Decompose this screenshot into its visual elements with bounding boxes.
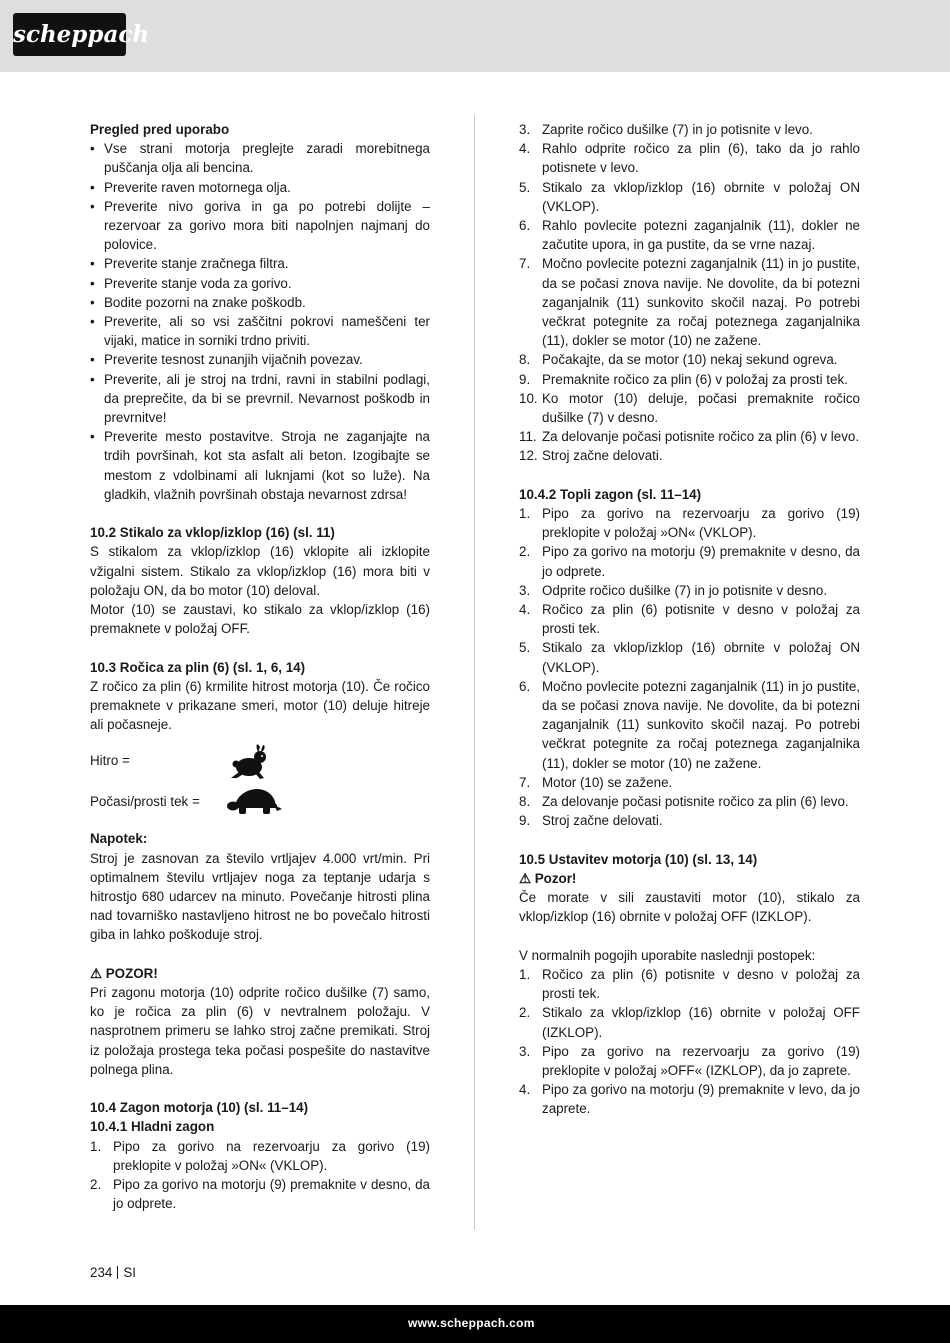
warning-heading: ⚠ POZOR! [90,965,158,981]
list-item: • Preverite stanje zračnega filtra. [90,256,289,272]
slow-speed-row [90,783,430,821]
list-item: • Preverite nivo goriva in ga po potrebi dolijte – rezervoar za gorivo mora biti napolnjen najmanj do polovice. [90,198,430,253]
paragraph: Z ročico za plin (6) krmilite hitrost motorja (10). Če ročico premaknete v prikazane smeri, motor (10) deluje hitreje ali počasneje. [90,678,430,733]
list-item: • Preverite raven motornega olja. [90,179,291,195]
section-heading: 10.3 Ročica za plin (6) (sl. 1, 6, 14) [90,659,306,675]
list-item: 6. Močno povlecite potezni zaganjalnik (11) in jo pustite, da se počasi znova navije. Ne dovolite, da bi potezni zaganjalnik (11) sunkovito skočil nazaj. Po potrebi večkrat potegnite za ročaj poteznega zaganjalnika (11), dokler se motor (10) ne zažene. [519,678,860,771]
right-column [519,120,860,1119]
paragraph: S stikalom za vklop/izklop (16) vklopite ali izklopite vžigalni sistem. Stikalo za vklop/izklop (16) mora biti v položaju ON, da bo motor (10) deloval. [90,544,430,598]
list-item: 4. Rahlo odprite ročico za plin (6), tako da jo rahlo potisnete v levo. [519,141,860,176]
list-item: 10. Ko motor (10) deluje, počasi premaknite ročico dušilke (7) v desno. [519,390,860,426]
turtle-icon [227,787,283,817]
page-number-separator [117,1266,118,1279]
section-heading: Pregled pred uporabo [90,122,230,137]
paragraph: Stroj je zasnovan za število vrtljajev 4.000 vrt/min. Pri optimalnem številu vrtljajev noga za teptanje udarja s hitrostjo 680 udarcev na minuto. Povečanje hitrosti plina nad tovarniško nastavljeno hitrost ne bo povečalo hitrosti giba in lahko poškoduje stroj. [90,850,430,943]
page-number [90,1265,136,1280]
list-item: • Preverite mesto postavitve. Stroja ne zaganjajte na trdih površinah, kot sta asfalt ali beton. Izogibajte se mestom z vdolbinami ali luknjami (kot so luže). Na gladkih, vlažnih površinah obstaja nevarnost zdrsa! [90,429,430,502]
list-item: 9. Stroj začne delovati. [519,813,663,829]
language-code: SI [123,1265,136,1280]
numbered-list [90,1137,430,1214]
numbered-list [519,120,860,466]
numbered-list [519,965,860,1119]
list-item: • Vse strani motorja preglejte zaradi morebitnega puščanja olja ali bencina. [90,141,430,176]
scheppach-logo: scheppach [13,13,126,56]
list-item: 2. Pipo za gorivo na motorju (9) premaknite v desno, da jo odprete. [519,544,860,579]
list-item: 5. Stikalo za vklop/izklop (16) obrnite v položaj ON (VKLOP). [519,640,860,675]
list-item: 8. Počakajte, da se motor (10) nekaj sekund ogreva. [519,352,838,368]
list-item: 9. Premaknite ročico za plin (6) v položaj za prosti tek. [519,371,848,387]
section-heading: 10.2 Stikalo za vklop/izklop (16) (sl. 11) [90,525,335,541]
fast-label: Hitro = [90,753,130,769]
list-item: 8. Za delovanje počasi potisnite ročico za plin (6) levo. [519,794,849,810]
list-item: 1. Pipo za gorivo na rezervoarju za gorivo (19) preklopite v položaj »ON« (VKLOP). [90,1138,430,1173]
list-item: • Bodite pozorni na znake poškodb. [90,294,306,310]
list-item: 1. Pipo za gorivo na rezervoarju za gorivo (19) preklopite v položaj »ON« (VKLOP). [519,506,860,541]
list-item: 3. Odprite ročico dušilke (7) in jo potisnite v desno. [519,582,828,598]
paragraph: Pri zagonu motorja (10) odprite ročico dušilke (7) samo, ko je ročica za plin (6) v nevtralnem položaju. V nasprotnem primeru se lahko stroj začne premikati. Stroj iz položaja prostega teka počasi pospešite do nastavitve polnega plina. [90,985,430,1077]
section-heading: 10.4 Zagon motorja (10) (sl. 11–14) [90,1100,309,1116]
paragraph: V normalnih pogojih uporabite naslednji postopek: [519,947,816,963]
page-header [0,0,950,72]
list-item: 3. Pipo za gorivo na rezervoarju za gorivo (19) preklopite v položaj »OFF« (IZKLOP), da jo zaprete. [519,1043,860,1078]
numbered-list [519,504,860,830]
list-item: 6. Rahlo povlecite potezni zaganjalnik (11), dokler ne začutite upora, in ga pustite, da se vrne nazaj. [519,218,860,253]
note-heading: Napotek: [90,831,148,847]
page-number-value: 234 [90,1265,113,1280]
slow-label: Počasi/prosti tek = [90,794,200,810]
section-heading: 10.5 Ustavitev motorja (10) (sl. 13, 14) [519,851,758,867]
list-item: 11. Za delovanje počasi potisnite ročico za plin (6) v levo. [519,429,860,445]
warning-heading: ⚠ Pozor! [519,870,577,886]
column-divider [474,115,475,1230]
list-item: 7. Motor (10) se zažene. [519,774,673,790]
rabbit-icon [227,742,271,780]
list-item: 4. Ročico za plin (6) potisnite v desno v položaj za prosti tek. [519,602,860,637]
paragraph: Motor (10) se zaustavi, ko stikalo za vklop/izklop (16) premaknete v položaj OFF. [90,602,430,637]
list-item: • Preverite tesnost zunanjih vijačnih povezav. [90,352,363,368]
list-item: 4. Pipo za gorivo na motorju (9) premaknite v levo, da jo zaprete. [519,1082,860,1117]
list-item: 2. Pipo za gorivo na motorju (9) premaknite v desno, da jo odprete. [90,1177,430,1212]
list-item: 1. Ročico za plin (6) potisnite v desno v položaj za prosti tek. [519,966,860,1002]
fast-speed-row [90,742,430,780]
list-item: • Preverite, ali so vsi zaščitni pokrovi nameščeni ter vijaki, matice in sorniki trdno priviti. [90,314,430,349]
list-item: 2. Stikalo za vklop/izklop (16) obrnite v položaj OFF (IZKLOP). [519,1005,860,1040]
list-item: • Preverite, ali je stroj na trdni, ravni in stabilni podlagi, da preprečite, da bi se prevrnil. Nevarnost poškodb in prevrnitve! [90,371,430,426]
subsection-heading: 10.4.2 Topli zagon (sl. 11–14) [519,486,702,502]
list-item: 5. Stikalo za vklop/izklop (16) obrnite v položaj ON (VKLOP). [519,179,860,214]
list-item: 3. Zaprite ročico dušilke (7) in jo potisnite v levo. [519,122,813,137]
list-item: • Preverite stanje voda za gorivo. [90,275,292,291]
list-item: 7. Močno povlecite potezni zaganjalnik (11) in jo pustite, da se počasi znova navije. Ne dovolite, da bi potezni zaganjalnik (11) sunkovito skočil nazaj. Po potrebi večkrat potegnite za ročaj poteznega zaganjalnika (11), dokler se motor (10) ne zažene. [519,256,860,349]
paragraph: Če morate v sili zaustaviti motor (10), stikalo za vklop/izklop (16) obrnite v položaj OFF (IZKLOP). [519,890,860,925]
checklist [90,139,430,504]
left-column [90,120,430,1214]
subsection-heading: 10.4.1 Hladni zagon [90,1119,215,1135]
page-footer [0,1305,950,1343]
list-item: 12. Stroj začne delovati. [519,448,663,464]
website-url[interactable]: www.scheppach.com [408,1316,535,1330]
